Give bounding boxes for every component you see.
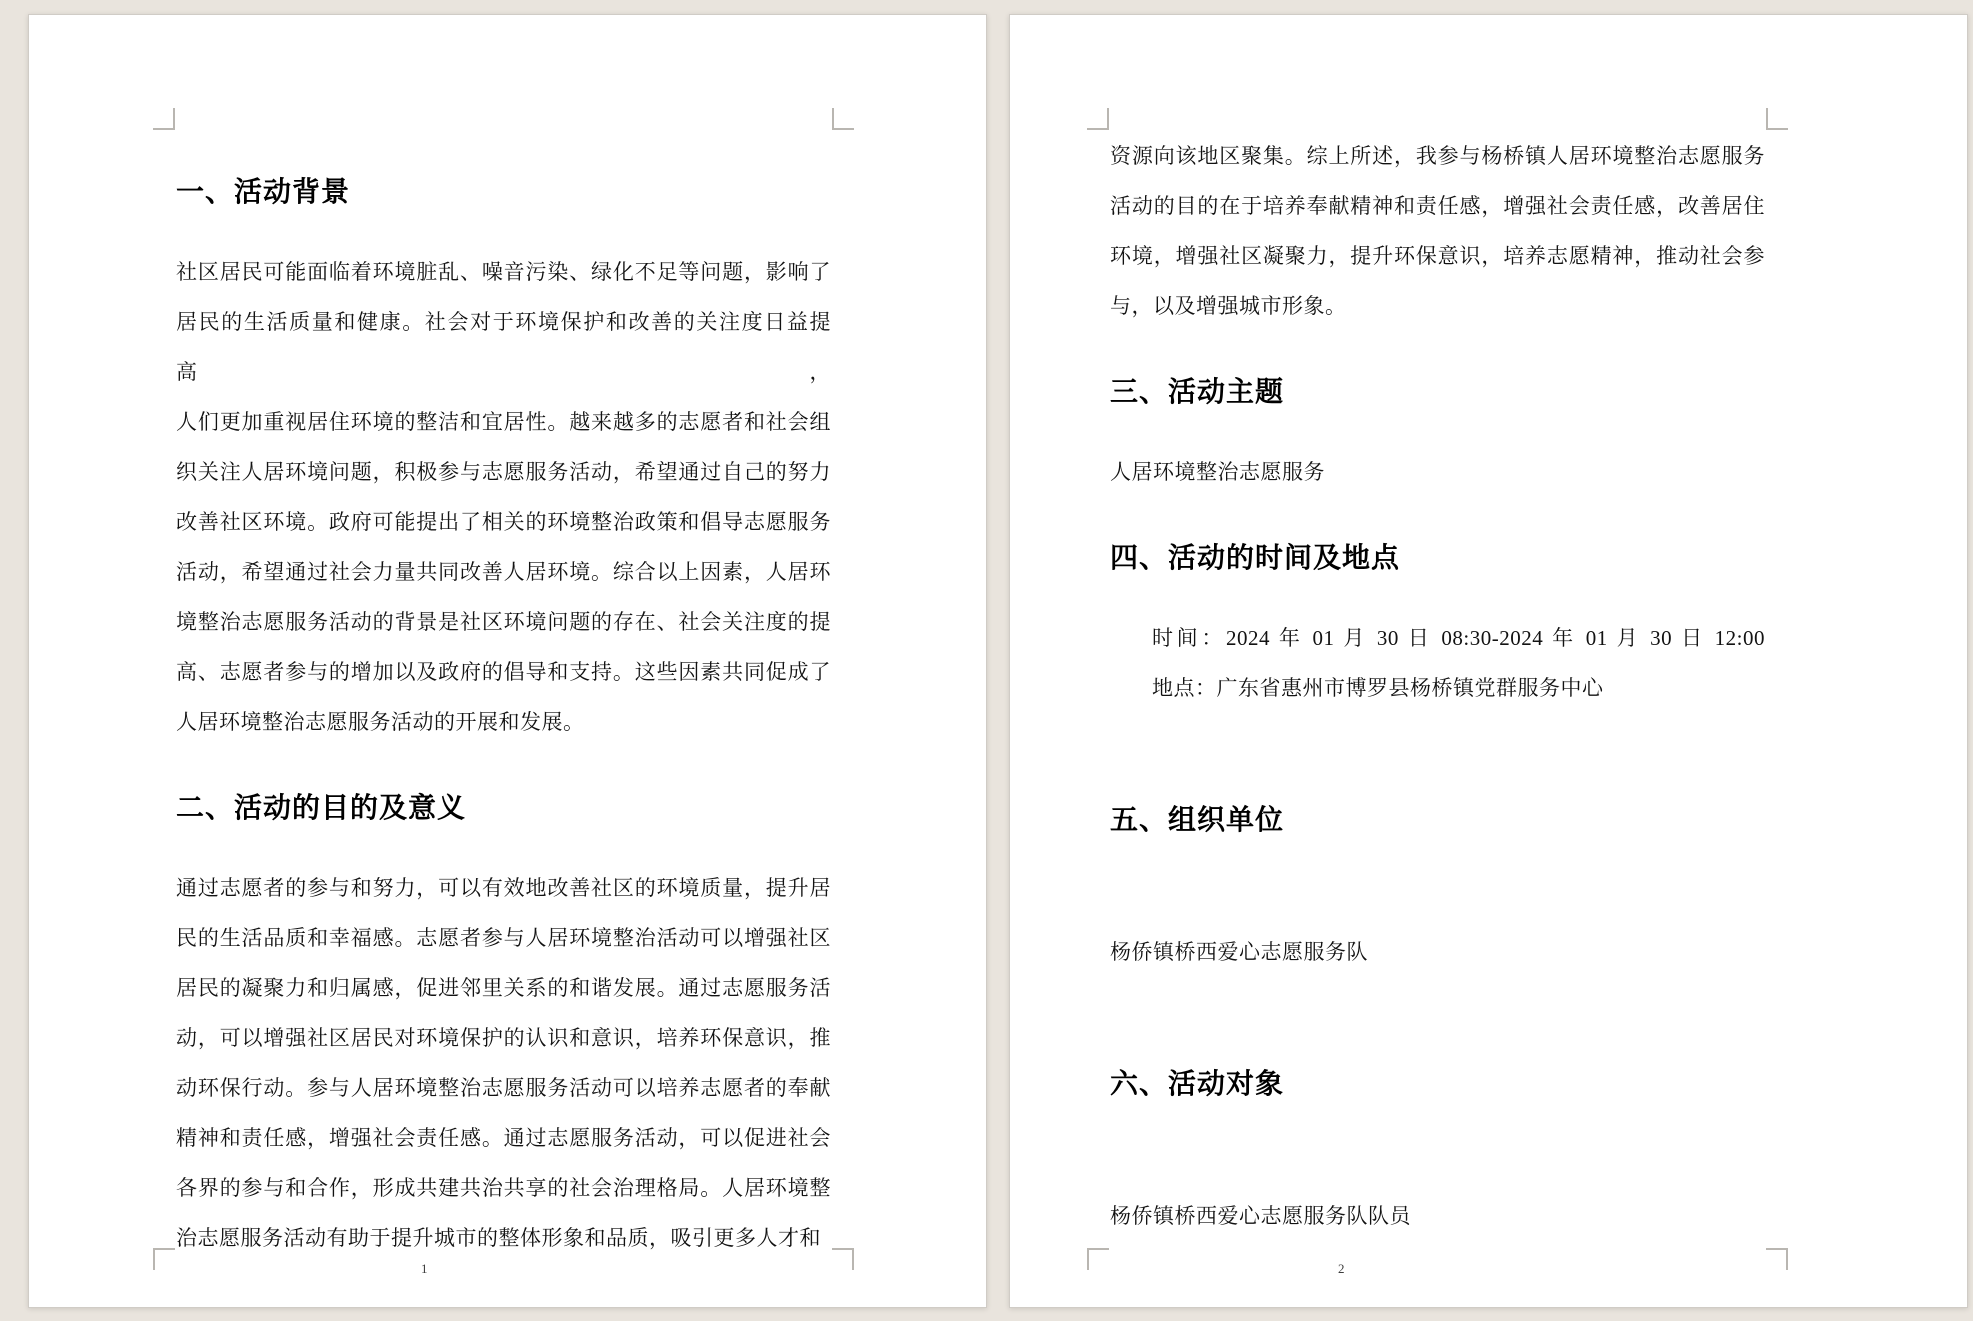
page-2-text-area xyxy=(1110,131,1765,1241)
body-line[interactable]: 居民的凝聚力和归属感，促进邻里关系的和谐发展。通过志愿服务活 xyxy=(176,976,831,1000)
section-heading[interactable]: 二、活动的目的及意义 xyxy=(176,792,467,823)
margin-mark-bottom-left xyxy=(1087,1248,1109,1270)
margin-mark-top-right xyxy=(1766,108,1788,130)
margin-mark-top-right xyxy=(832,108,854,130)
body-line[interactable]: 地点：广东省惠州市博罗县杨桥镇党群服务中心 xyxy=(1152,676,1604,700)
body-line[interactable]: 居民的生活质量和健康。社会对于环境保护和改善的关注度日益提高， xyxy=(176,310,831,384)
body-line[interactable]: 社区居民可能面临着环境脏乱、噪音污染、绿化不足等问题，影响了 xyxy=(176,260,831,284)
body-line[interactable]: 时间：2024 年 01 月 30 日 08:30-2024 年 01 月 30 日 12:00 xyxy=(1152,626,1765,650)
body-line[interactable]: 与，以及增强城市形象。 xyxy=(1110,294,1347,318)
margin-mark-bottom-right xyxy=(1766,1248,1788,1270)
paragraph xyxy=(1110,447,1765,497)
page-number: 1 xyxy=(421,1261,428,1276)
body-line[interactable]: 高、志愿者参与的增加以及政府的倡导和支持。这些因素共同促成了 xyxy=(176,660,831,684)
section-heading[interactable]: 五、组织单位 xyxy=(1110,804,1285,835)
body-line[interactable]: 各界的参与和合作，形成共建共治共享的社会治理格局。人居环境整 xyxy=(176,1176,831,1200)
section-heading[interactable]: 一、活动背景 xyxy=(176,176,351,207)
body-line[interactable]: 人居环境整治志愿服务 xyxy=(1110,460,1325,484)
paragraph xyxy=(176,247,831,747)
page-number: 2 xyxy=(1338,1261,1345,1276)
section-heading[interactable]: 六、活动对象 xyxy=(1110,1068,1285,1099)
body-line[interactable]: 精神和责任感，增强社会责任感。通过志愿服务活动，可以促进社会 xyxy=(176,1126,831,1150)
body-line[interactable]: 通过志愿者的参与和努力，可以有效地改善社区的环境质量，提升居 xyxy=(176,876,831,900)
page-1[interactable] xyxy=(28,14,987,1308)
body-line[interactable]: 民的生活品质和幸福感。志愿者参与人居环境整治活动可以增强社区 xyxy=(176,926,831,950)
page-1-text-area xyxy=(176,131,831,1250)
paragraph xyxy=(1110,1191,1765,1241)
paragraph xyxy=(1110,927,1765,977)
body-line[interactable]: 人们更加重视居住环境的整洁和宜居性。越来越多的志愿者和社会组 xyxy=(176,410,831,434)
body-line[interactable]: 活动的目的在于培养奉献精神和责任感，增强社会责任感，改善居住 xyxy=(1110,194,1765,218)
margin-mark-top-left xyxy=(153,108,175,130)
paragraph xyxy=(1110,613,1765,713)
body-line[interactable]: 人居环境整治志愿服务活动的开展和发展。 xyxy=(176,710,585,734)
paragraph xyxy=(176,863,831,1263)
margin-mark-bottom-left xyxy=(153,1248,175,1270)
section-heading[interactable]: 三、活动主题 xyxy=(1110,376,1285,407)
body-line[interactable]: 资源向该地区聚集。综上所述，我参与杨桥镇人居环境整治志愿服务 xyxy=(1110,144,1765,168)
margin-mark-top-left xyxy=(1087,108,1109,130)
body-line[interactable]: 杨侨镇桥西爱心志愿服务队队员 xyxy=(1110,1204,1411,1228)
body-line[interactable]: 杨侨镇桥西爱心志愿服务队 xyxy=(1110,940,1368,964)
body-line[interactable]: 境整治志愿服务活动的背景是社区环境问题的存在、社会关注度的提 xyxy=(176,610,831,634)
body-line[interactable]: 织关注人居环境问题，积极参与志愿服务活动，希望通过自己的努力 xyxy=(176,460,831,484)
section-heading[interactable]: 四、活动的时间及地点 xyxy=(1110,542,1401,573)
body-line[interactable]: 动，可以增强社区居民对环境保护的认识和意识，培养环保意识，推 xyxy=(176,1026,831,1050)
page-2[interactable] xyxy=(1009,14,1968,1308)
body-line[interactable]: 活动，希望通过社会力量共同改善人居环境。综合以上因素，人居环 xyxy=(176,560,831,584)
margin-mark-bottom-right xyxy=(832,1248,854,1270)
body-line[interactable]: 环境，增强社区凝聚力，提升环保意识，培养志愿精神，推动社会参 xyxy=(1110,244,1765,268)
body-line[interactable]: 改善社区环境。政府可能提出了相关的环境整治政策和倡导志愿服务 xyxy=(176,510,831,534)
body-line[interactable]: 治志愿服务活动有助于提升城市的整体形象和品质，吸引更多人才和 xyxy=(176,1226,821,1250)
paragraph xyxy=(1110,131,1765,331)
body-line[interactable]: 动环保行动。参与人居环境整治志愿服务活动可以培养志愿者的奉献 xyxy=(176,1076,831,1100)
